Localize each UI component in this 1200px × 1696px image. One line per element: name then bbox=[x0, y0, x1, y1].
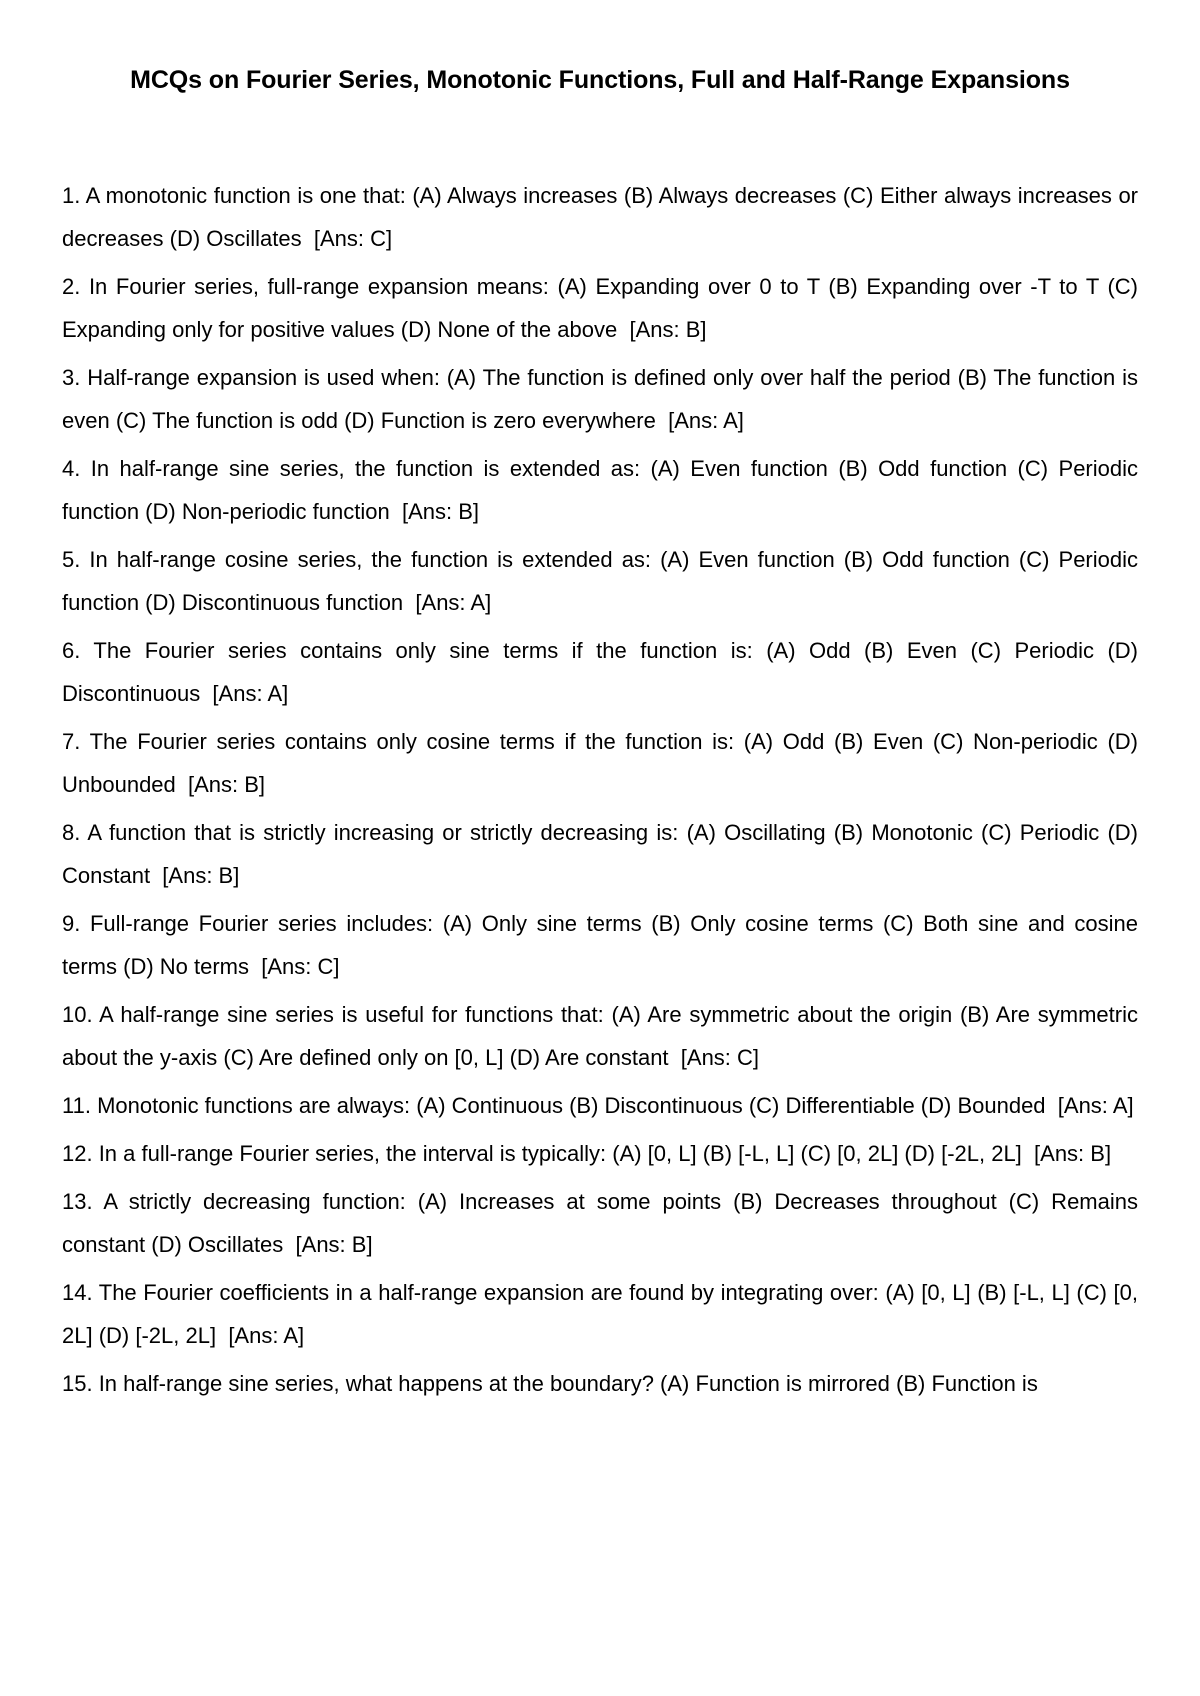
question-text: 15. In half-range sine series, what happens at the boundary? (A) Function is mirrored (B) Function is bbox=[62, 1371, 1038, 1396]
question-answer: [Ans: C] bbox=[680, 1045, 760, 1070]
question-item bbox=[62, 720, 1138, 806]
question-item bbox=[62, 447, 1138, 533]
question-text: 13. A strictly decreasing function: (A) Increases at some points (B) Decreases throughout (C) Remains constant (D) Oscillates bbox=[62, 1189, 1138, 1257]
question-item bbox=[62, 174, 1138, 260]
question-answer: [Ans: B] bbox=[401, 499, 479, 524]
question-answer: [Ans: B] bbox=[629, 317, 707, 342]
question-item bbox=[62, 1084, 1138, 1127]
question-answer: [Ans: A] bbox=[212, 681, 289, 706]
question-text: 14. The Fourier coefficients in a half-range expansion are found by integrating over: (A) [0, L] (B) [-L, L] (C) [0, 2L] (D) [-2L, 2L] bbox=[62, 1280, 1138, 1348]
question-text: 7. The Fourier series contains only cosine terms if the function is: (A) Odd (B) Even (C) Non-periodic (D) Unbounded bbox=[62, 729, 1138, 797]
question-answer: [Ans: A] bbox=[1057, 1093, 1134, 1118]
question-answer: [Ans: C] bbox=[313, 226, 393, 251]
document-title: MCQs on Fourier Series, Monotonic Functions, Full and Half-Range Expansions bbox=[130, 66, 1070, 94]
question-text: 4. In half-range sine series, the function is extended as: (A) Even function (B) Odd function (C) Periodic function (D) Non-periodic function bbox=[62, 456, 1138, 524]
question-answer: [Ans: B] bbox=[188, 772, 266, 797]
question-item bbox=[62, 538, 1138, 624]
question-text: 10. A half-range sine series is useful for functions that: (A) Are symmetric about the origin (B) Are symmetric about the y-axis (C) Are defined only on [0, L] (D) Are constant bbox=[62, 1002, 1138, 1070]
question-item bbox=[62, 1180, 1138, 1266]
question-answer: [Ans: C] bbox=[261, 954, 340, 979]
question-answer: [Ans: B] bbox=[1034, 1141, 1112, 1166]
question-text: 6. The Fourier series contains only sine terms if the function is: (A) Odd (B) Even (C) Periodic (D) Discontinuous bbox=[62, 638, 1138, 706]
question-item bbox=[62, 356, 1138, 442]
question-item bbox=[62, 265, 1138, 351]
question-text: 11. Monotonic functions are always: (A) Continuous (B) Discontinuous (C) Differentiable (D) Bounded bbox=[62, 1093, 1046, 1118]
question-text: 1. A monotonic function is one that: (A) Always increases (B) Always decreases (C) Either always increases or decreases (D) Oscillates bbox=[62, 183, 1138, 251]
question-answer: [Ans: A] bbox=[668, 408, 744, 433]
question-item bbox=[62, 629, 1138, 715]
question-item bbox=[62, 1132, 1138, 1175]
question-text: 5. In half-range cosine series, the function is extended as: (A) Even function (B) Odd function (C) Periodic function (D) Discontinuous function bbox=[62, 547, 1138, 615]
question-text: 8. A function that is strictly increasing or strictly decreasing is: (A) Oscillating (B) Monotonic (C) Periodic (D) Constant bbox=[62, 820, 1138, 888]
question-answer: [Ans: A] bbox=[415, 590, 492, 615]
question-text: 2. In Fourier series, full-range expansion means: (A) Expanding over 0 to T (B) Expanding over -T to T (C) Expanding only for positive values (D) None of the above bbox=[62, 274, 1138, 342]
question-text: 12. In a full-range Fourier series, the interval is typically: (A) [0, L] (B) [-L, L] (C) [0, 2L] (D) [-2L, 2L] bbox=[62, 1141, 1022, 1166]
question-item bbox=[62, 811, 1138, 897]
question-text: 9. Full-range Fourier series includes: (A) Only sine terms (B) Only cosine terms (C) Both sine and cosine terms (D) No terms bbox=[62, 911, 1138, 979]
question-answer: [Ans: A] bbox=[228, 1323, 305, 1348]
question-item bbox=[62, 993, 1138, 1079]
question-list bbox=[62, 174, 1138, 1410]
question-item bbox=[62, 1362, 1138, 1405]
question-text: 3. Half-range expansion is used when: (A) The function is defined only over half the period (B) The function is even (C) The function is odd (D) Function is zero everywhere bbox=[62, 365, 1138, 433]
question-answer: [Ans: B] bbox=[162, 863, 240, 888]
question-item bbox=[62, 1271, 1138, 1357]
question-item bbox=[62, 902, 1138, 988]
question-answer: [Ans: B] bbox=[295, 1232, 373, 1257]
